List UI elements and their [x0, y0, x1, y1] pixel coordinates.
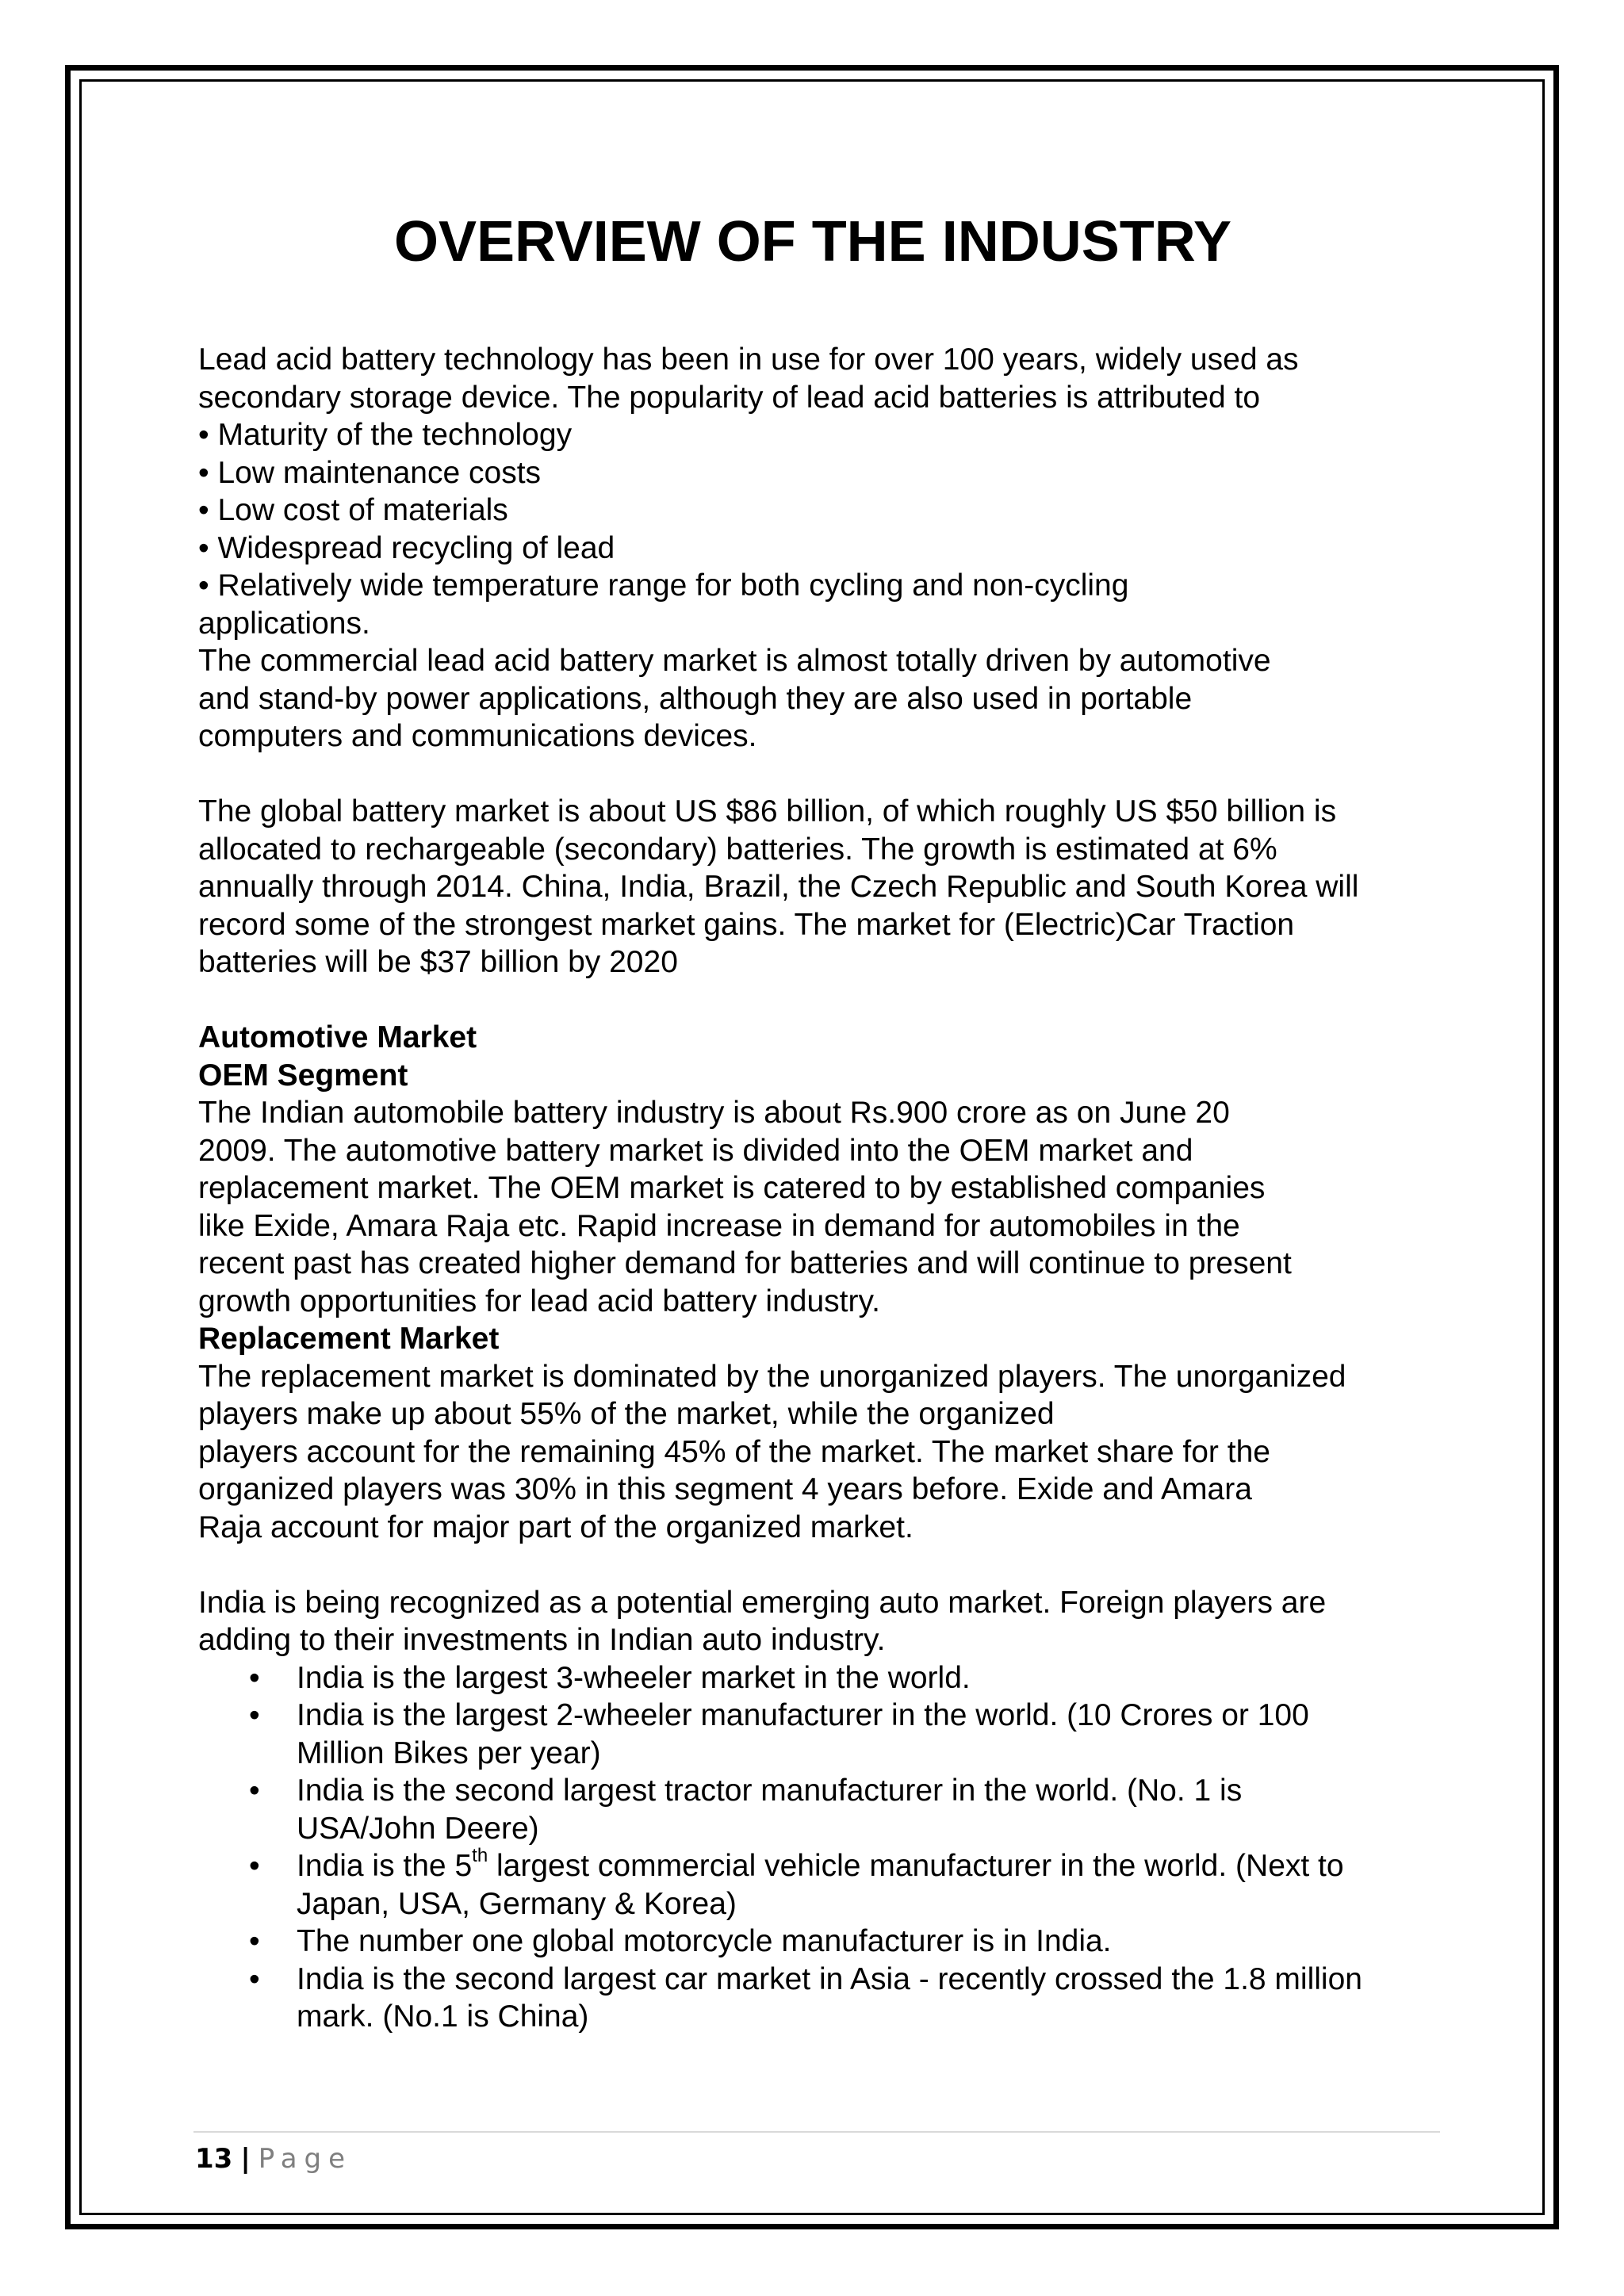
text-line: • Low cost of materials: [198, 493, 508, 527]
text-line: Million Bikes per year): [297, 1735, 601, 1770]
text-line: mark. (No.1 is China): [297, 1999, 589, 2034]
text-line: USA/John Deere): [297, 1811, 539, 1846]
bullet-icon: •: [249, 1774, 260, 1808]
paragraph-gap: [198, 756, 1451, 794]
text-line: The global battery market is about US $86 billion, of which roughly US $50 billion is: [198, 794, 1337, 828]
text-line: players account for the remaining 45% of the market. The market share for the: [198, 1434, 1270, 1469]
text-line: • Maturity of the technology: [198, 418, 573, 452]
oem-paragraph: [198, 1094, 1451, 1320]
text-line: The replacement market is dominated by the unorganized players. The unorganized: [198, 1359, 1346, 1394]
text-line: record some of the strongest market gains. The market for (Electric)Car Traction: [198, 907, 1295, 942]
list-item: [198, 1772, 1454, 1847]
text-line: The commercial lead acid battery market is almost totally driven by automotive: [198, 644, 1271, 678]
list-item: [198, 1923, 1454, 1961]
text-line: • Relatively wide temperature range for both cycling and non-cycling: [198, 568, 1129, 603]
text-fragment: India is the 5: [297, 1849, 473, 1883]
text-line: annually through 2014. China, India, Brazil, the Czech Republic and South Korea will: [198, 870, 1359, 904]
text-line: • Low maintenance costs: [198, 455, 542, 490]
text-line: like Exide, Amara Raja etc. Rapid increase in demand for automobiles in the: [198, 1208, 1240, 1243]
text-line: The number one global motorcycle manufacturer is in India.: [297, 1924, 1112, 1958]
bullet-icon: •: [249, 1924, 260, 1958]
text-line: batteries will be $37 billion by 2020: [198, 945, 678, 979]
page-label: Page: [258, 2143, 353, 2175]
text-line: India is being recognized as a potential emerging auto market. Foreign players are: [198, 1585, 1327, 1620]
text-line: and stand-by power applications, although they are also used in portable: [198, 681, 1193, 716]
global-market-paragraph: [198, 793, 1451, 982]
page-footer: [195, 2141, 352, 2177]
text-fragment: largest commercial vehicle manufacturer in the world. (Next to: [488, 1849, 1344, 1883]
bullet-icon: •: [249, 1849, 260, 1883]
footer-separator: |: [240, 2143, 251, 2175]
text-line: computers and communications devices.: [198, 719, 757, 753]
text-line: Lead acid battery technology has been in use for over 100 years, widely used as: [198, 342, 1299, 377]
text-line: India is the largest 2-wheeler manufacturer in the world. (10 Crores or 100: [297, 1698, 1309, 1732]
text-line: applications.: [198, 606, 370, 641]
text-line: [297, 1847, 1454, 1885]
text-line: The Indian automobile battery industry is about Rs.900 crore as on June 20: [198, 1096, 1230, 1130]
list-item: [198, 1961, 1454, 2036]
text-line: replacement market. The OEM market is catered to by established companies: [198, 1171, 1266, 1205]
text-line: adding to their investments in Indian auto industry.: [198, 1623, 886, 1657]
intro-paragraph: [198, 341, 1451, 756]
text-line: 2009. The automotive battery market is divided into the OEM market and: [198, 1133, 1193, 1168]
replacement-paragraph: [198, 1358, 1451, 1547]
body-text: [198, 341, 1451, 2036]
text-line: growth opportunities for lead acid battery industry.: [198, 1284, 880, 1318]
superscript: th: [472, 1845, 488, 1866]
paragraph-gap: [198, 1546, 1451, 1584]
oem-segment-heading: OEM Segment: [198, 1058, 408, 1093]
text-line: organized players was 30% in this segment 4 years before. Exide and Amara: [198, 1472, 1252, 1506]
list-item: [198, 1697, 1454, 1772]
text-line: India is the second largest tractor manufacturer in the world. (No. 1 is: [297, 1774, 1243, 1808]
text-line: • Widespread recycling of lead: [198, 530, 615, 565]
footer-divider: [193, 2131, 1440, 2133]
text-line: India is the second largest car market in Asia - recently crossed the 1.8 million: [297, 1961, 1362, 1996]
text-line: recent past has created higher demand for batteries and will continue to present: [198, 1246, 1292, 1280]
page-title: OVERVIEW OF THE INDUSTRY: [393, 210, 1232, 274]
list-item: [198, 1659, 1454, 1697]
bullet-icon: •: [249, 1698, 260, 1732]
automotive-market-heading: Automotive Market: [198, 1020, 477, 1054]
text-line: Japan, USA, Germany & Korea): [297, 1886, 737, 1921]
text-line: allocated to rechargeable (secondary) batteries. The growth is estimated at 6%: [198, 832, 1277, 867]
text-line: Raja account for major part of the organized market.: [198, 1510, 914, 1544]
text-line: players make up about 55% of the market, while the organized: [198, 1397, 1055, 1431]
paragraph-gap: [198, 982, 1451, 1020]
list-item: [198, 1847, 1454, 1923]
replacement-market-heading: Replacement Market: [198, 1322, 500, 1356]
bullet-icon: •: [249, 1660, 260, 1695]
text-line: India is the largest 3-wheeler market in the world.: [297, 1660, 971, 1695]
text-line: secondary storage device. The popularity of lead acid batteries is attributed to: [198, 380, 1261, 415]
india-paragraph: [198, 1584, 1451, 1659]
india-bullet-list: [198, 1659, 1451, 2036]
bullet-icon: •: [249, 1961, 260, 1996]
page-number: 13: [195, 2143, 233, 2175]
